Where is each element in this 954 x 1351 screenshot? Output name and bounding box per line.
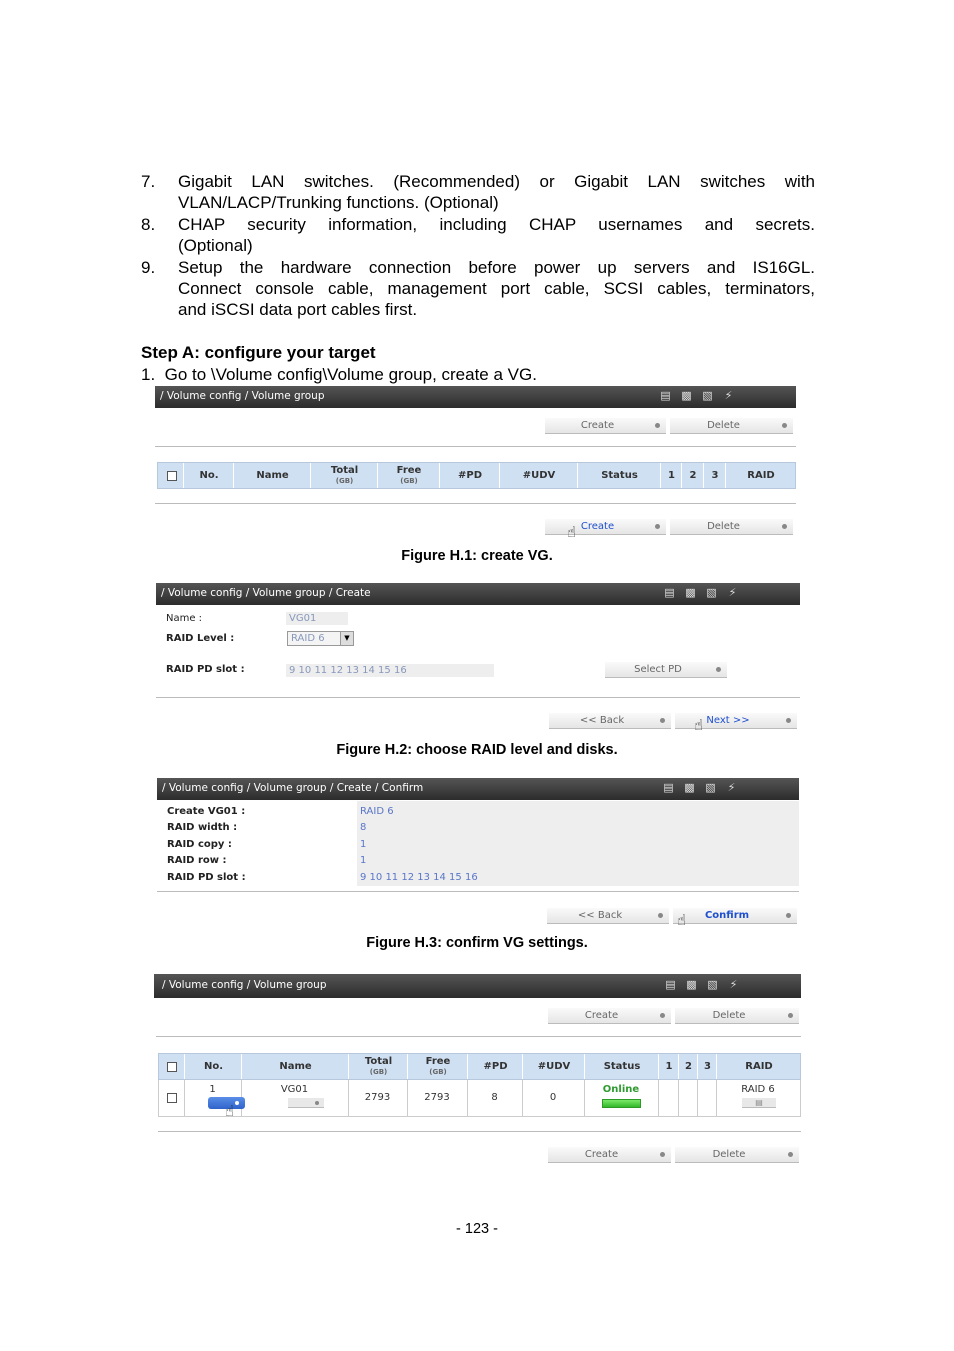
figure-h2-screenshot: [156, 583, 800, 733]
col-divider: [697, 1080, 698, 1116]
breadcrumb: / Volume config / Volume group / Create / Confirm: [162, 782, 424, 794]
confirm-value: 1: [360, 839, 367, 850]
power-icon[interactable]: ⚡: [729, 978, 738, 991]
dot-icon: [782, 423, 787, 428]
delete-button[interactable]: Delete: [675, 1008, 799, 1024]
breadcrumb: / Volume config / Volume group / Create: [161, 587, 371, 599]
figure-h4-screenshot: [154, 974, 801, 1166]
confirm-label: RAID width :: [167, 822, 238, 833]
pd-slot-label: RAID PD slot :: [166, 664, 245, 675]
thermometer-icon[interactable]: ▩: [685, 586, 696, 599]
database-icon[interactable]: ▤: [660, 389, 671, 402]
select-all-checkbox[interactable]: [167, 1062, 177, 1072]
drive-icon[interactable]: ▧: [706, 586, 717, 599]
drive-icon[interactable]: ▧: [705, 781, 716, 794]
create-button-bottom[interactable]: Create: [545, 519, 666, 535]
confirm-label: RAID PD slot :: [167, 872, 246, 883]
toolbar-icons: [654, 586, 738, 600]
chevron-down-icon: ▼: [340, 632, 353, 645]
list-text: Setup the hardware connection before power up servers and IS16GL.: [178, 258, 815, 277]
power-icon[interactable]: ⚡: [728, 586, 737, 599]
title-bar: [157, 778, 799, 800]
col-name: Name: [241, 1054, 349, 1079]
confirm-label: RAID copy :: [167, 839, 232, 850]
dot-icon: [660, 1013, 665, 1018]
cell-raid: RAID 6: [741, 1084, 775, 1095]
thermometer-icon[interactable]: ▩: [686, 978, 697, 991]
pd-slot-field: 9 10 11 12 13 14 15 16: [286, 664, 494, 677]
dot-icon: [235, 1101, 239, 1105]
col-1: 1: [660, 463, 682, 488]
breadcrumb: / Volume config / Volume group: [160, 390, 325, 402]
col-raid: RAID: [725, 463, 796, 488]
raid-level-label: RAID Level :: [166, 633, 235, 644]
dot-icon: [660, 718, 665, 723]
figure-h3-screenshot: [157, 778, 799, 928]
cell-name: VG01: [280, 1084, 309, 1095]
next-button[interactable]: Next >>: [675, 713, 797, 729]
power-icon[interactable]: ⚡: [727, 781, 736, 794]
power-icon[interactable]: ⚡: [724, 389, 733, 402]
dot-icon: [658, 913, 663, 918]
toolbar-icons: [655, 978, 739, 992]
cell-total: 2793: [364, 1092, 391, 1103]
drive-icon[interactable]: ▧: [707, 978, 718, 991]
cell-pd: 8: [491, 1092, 498, 1103]
dot-icon: [788, 1013, 793, 1018]
col-status: Status: [577, 463, 661, 488]
confirm-value: 8: [360, 822, 367, 833]
dot-icon: [315, 1101, 319, 1105]
database-icon[interactable]: ▤: [664, 586, 675, 599]
name-label: Name :: [166, 613, 203, 624]
name-menu-button[interactable]: [288, 1098, 324, 1108]
title-bar: [156, 583, 800, 605]
divider: [158, 1131, 801, 1132]
cell-udv: 0: [549, 1092, 557, 1103]
delete-button-bottom[interactable]: Delete: [675, 1147, 799, 1163]
hand-cursor-icon: ☝: [567, 523, 577, 541]
raid-settings-icon[interactable]: ▤: [742, 1098, 776, 1108]
col-total: Total (GB): [310, 463, 378, 488]
delete-button-bottom[interactable]: Delete: [670, 519, 793, 535]
hand-cursor-icon: ☝: [677, 911, 687, 929]
dot-icon: [782, 524, 787, 529]
col-free: Free (GB): [407, 1054, 468, 1079]
drive-icon[interactable]: ▧: [702, 389, 713, 402]
name-input[interactable]: VG01: [286, 612, 348, 625]
col-no: No.: [183, 463, 234, 488]
row-checkbox[interactable]: [167, 1093, 177, 1103]
dot-icon: [655, 423, 660, 428]
divider: [156, 697, 800, 698]
hand-cursor-icon: ☝: [694, 716, 704, 734]
divider: [157, 891, 799, 892]
list-number: 7.: [141, 172, 156, 191]
hand-cursor-icon: ☝: [225, 1102, 235, 1120]
dot-icon: [716, 667, 721, 672]
title-bar: [155, 386, 796, 408]
divider: [155, 503, 796, 504]
delete-button[interactable]: Delete: [670, 418, 793, 434]
list-text: (Optional): [178, 236, 253, 255]
step-instruction: 1. Go to \Volume config\Volume group, create a VG.: [141, 365, 537, 384]
list-number: 8.: [141, 215, 156, 234]
database-icon[interactable]: ▤: [665, 978, 676, 991]
thermometer-icon[interactable]: ▩: [684, 781, 695, 794]
table-header: [158, 1053, 801, 1080]
select-all-checkbox[interactable]: [167, 471, 177, 481]
back-button[interactable]: << Back: [547, 908, 669, 924]
dot-icon: [786, 913, 791, 918]
divider: [156, 1036, 801, 1037]
col-2: 2: [681, 463, 704, 488]
list-number: 9.: [141, 258, 156, 277]
list-text: Connect console cable, management port cable, SCSI cables, terminators,: [178, 279, 815, 298]
thermometer-icon[interactable]: ▩: [681, 389, 692, 402]
list-text: VLAN/LACP/Trunking functions. (Optional): [178, 193, 499, 212]
col-free: Free (GB): [377, 463, 440, 488]
create-button[interactable]: Create: [545, 418, 666, 434]
figure-h1-screenshot: [155, 386, 796, 541]
toolbar-icons: [653, 781, 737, 795]
col-raid: RAID: [716, 1054, 801, 1079]
confirm-label: RAID row :: [167, 855, 227, 866]
select-pd-button[interactable]: Select PD: [605, 662, 727, 678]
confirm-value: 9 10 11 12 13 14 15 16: [360, 872, 478, 883]
status-bar: [602, 1099, 641, 1108]
col-name: Name: [233, 463, 311, 488]
figure-caption: Figure H.2: choose RAID level and disks.: [336, 742, 618, 758]
list-text: and iSCSI data port cables first.: [178, 300, 418, 319]
list-text: Gigabit LAN switches. (Recommended) or Gigabit LAN switches with: [178, 172, 815, 191]
dot-icon: [655, 524, 660, 529]
title-bar: [154, 974, 801, 998]
dot-icon: [786, 718, 791, 723]
figure-caption: Figure H.1: create VG.: [401, 548, 553, 564]
raid-level-select[interactable]: RAID 6 ▼: [287, 631, 354, 646]
breadcrumb: / Volume config / Volume group: [162, 979, 327, 991]
create-button[interactable]: Create: [548, 1008, 671, 1024]
col-pd: #PD: [439, 463, 500, 488]
col-2: 2: [678, 1054, 698, 1079]
confirm-button[interactable]: Confirm: [673, 908, 797, 924]
col-no: No.: [184, 1054, 242, 1079]
create-button-bottom[interactable]: Create: [548, 1147, 671, 1163]
col-3: 3: [697, 1054, 717, 1079]
confirm-value: 1: [360, 855, 367, 866]
cell-status: Online: [602, 1084, 640, 1095]
toolbar-icons: [650, 389, 734, 403]
confirm-value: RAID 6: [360, 806, 394, 817]
col-total: Total (GB): [348, 1054, 408, 1079]
col-3: 3: [703, 463, 726, 488]
back-button[interactable]: << Back: [549, 713, 671, 729]
dot-icon: [660, 1152, 665, 1157]
page-number: - 123 -: [456, 1221, 498, 1237]
figure-caption: Figure H.3: confirm VG settings.: [366, 935, 588, 951]
table-row[interactable]: [158, 1080, 801, 1120]
step-heading: Step A: configure your target: [141, 343, 376, 362]
database-icon[interactable]: ▤: [663, 781, 674, 794]
cell-free: 2793: [424, 1092, 450, 1103]
table-header: [157, 462, 796, 489]
col-status: Status: [584, 1054, 659, 1079]
divider: [155, 446, 796, 447]
list-text: CHAP security information, including CHAP usernames and secrets.: [178, 215, 815, 234]
col-1: 1: [658, 1054, 679, 1079]
col-udv: #UDV: [499, 463, 578, 488]
col-pd: #PD: [467, 1054, 523, 1079]
cell-no: 1: [209, 1084, 216, 1095]
confirm-label: Create VG01 :: [167, 806, 246, 817]
dot-icon: [788, 1152, 793, 1157]
col-divider: [658, 1080, 659, 1116]
col-udv: #UDV: [522, 1054, 585, 1079]
col-divider: [678, 1080, 679, 1116]
